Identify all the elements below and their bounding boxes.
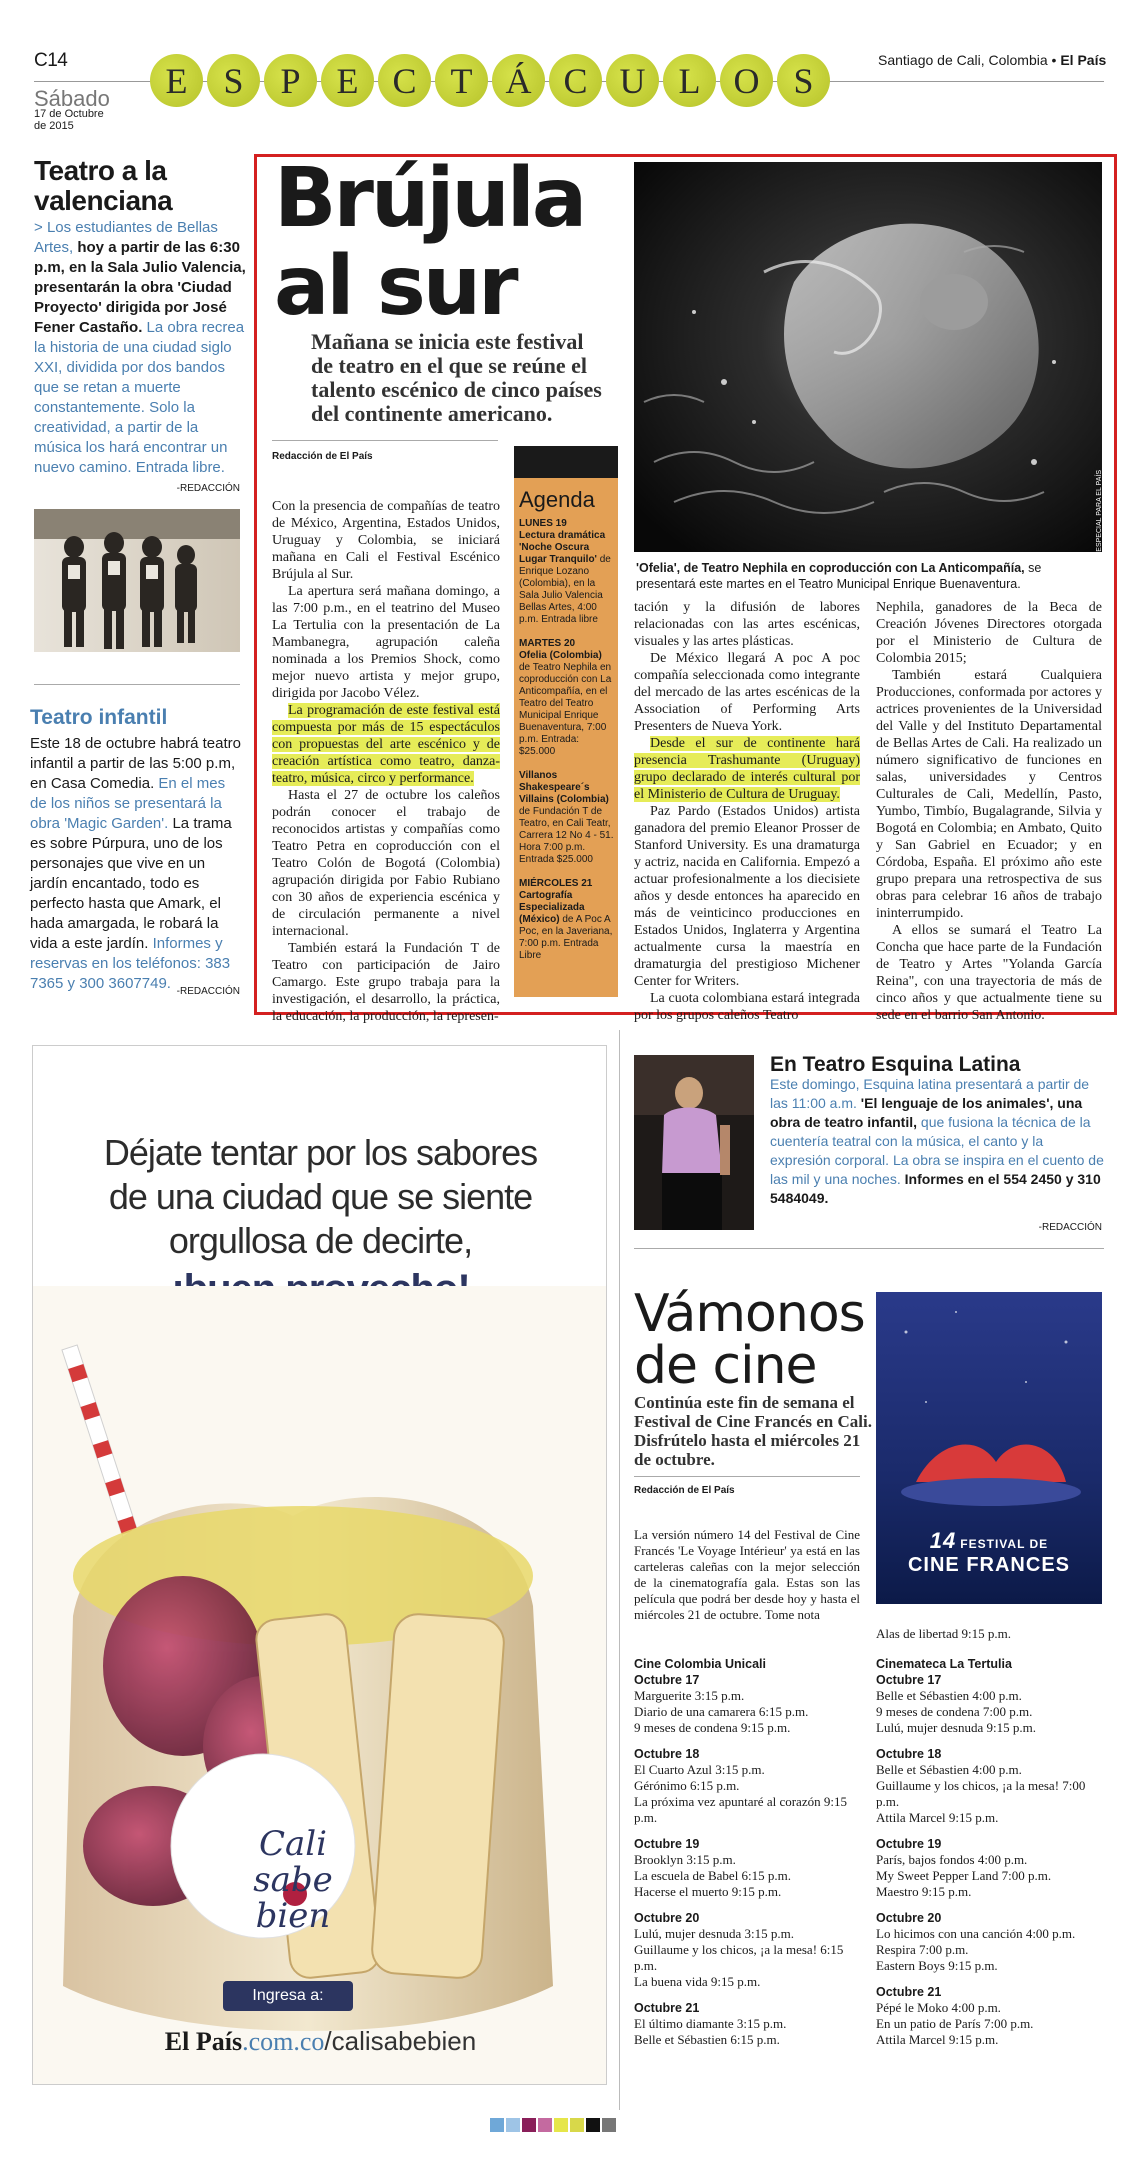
agenda-day: MARTES 20: [519, 638, 576, 649]
color-swatch: [570, 2118, 584, 2132]
schedule-day: Octubre 19: [634, 1837, 700, 1851]
schedule-film: Marguerite 3:15 p.m.: [634, 1688, 745, 1703]
schedule-day-group: [634, 1836, 860, 1900]
color-swatch: [554, 2118, 568, 2132]
article-highlight: La programación de este festival está compuesta por más de 15 espectáculos con propuestas del arte escénico y de creación artística como teatro, danza-teatro, música, circo y performance.: [272, 703, 500, 786]
section-title: [150, 54, 865, 110]
schedule-film: Diario de una camarera 6:15 p.m.: [634, 1704, 809, 1719]
byline-rule: [634, 1476, 860, 1477]
photo-credit: FOTO: ESPECIAL PARA EL PAÍS: [1096, 470, 1103, 575]
schedule-film: 9 meses de condena 9:15 p.m.: [634, 1720, 791, 1735]
color-swatch: [490, 2118, 504, 2132]
story2-text-d: Informes y reservas en los teléfonos: 383 7365 y 300 3607749.: [30, 935, 231, 992]
story2-text-c: La trama es sobre Púrpura, uno de los personajes que vive en un jardín encantado, todo es perfecto hasta que Amark, el hada amargada, le robará la vida a este jardín.: [30, 815, 232, 952]
ad-url[interactable]: [33, 2026, 607, 2057]
venue-name: Cine Colombia Unicali: [634, 1657, 766, 1671]
article-paragraph: Paz Pardo (Estados Unidos) artista ganadora del premio Eleanor Prosser de Stanford University. Es una dramaturga y actriz, nacida en California. Empezó a actuar profesionalmente a los diecisiete años y desde entonces ha aparecido en más de veinticinco producciones en Estados Unidos, Inglaterra y Argentina actualmente cursa la maestría en dramaturgia del prestigioso Michener Center for Writers.: [634, 804, 860, 989]
section-letter: T: [435, 54, 488, 107]
article-paragraph: Hasta el 27 de octubre los caleños podrán conocer el trabajo de reconocidos artistas y compañías como Teatro Petra en coproducción con el Teatro Colón de Bogotá (Colombia) agrupación dirigida por Fabio Rubiano con 30 años de experiencia escénica y de circulación permanente a nivel internacional.: [272, 788, 500, 939]
schedule-film: Belle et Sébastien 6:15 p.m.: [634, 2032, 780, 2047]
article-paragraph: Con la presencia de compañías de teatro de México, Argentina, Estados Unidos, Uruguay y Colombia, se iniciará mañana en Cali el Festival Escénico Brújula al Sur.: [272, 499, 500, 582]
schedule-film: Gérónimo 6:15 p.m.: [634, 1778, 740, 1793]
vamonos-alas: Alas de libertad 9:15 p.m.: [876, 1626, 1012, 1641]
agenda-item: [519, 878, 615, 962]
article-paragraph: También estará Cualquiera Producciones, conformada por actores y actrices provenientes de la Universidad del Valle y del Instituto Departamental de Bellas Artes de Cali. Ha realizado un número significativo de funciones en salas, universidades y Centros Culturales de Cali, Medellín, Pasto, Yumbo, Timbío, Bugalagrande, Silvia y Bogotá en Colombia; en Ambato, Quito y San Gabriel en Ecuador; y en Córdoba, España. El próximo año este grupo prepara una retrospectiva de sus obras para celebrar 16 años de trabajo ininterrumpido.: [876, 668, 1102, 921]
feature-photo: [634, 162, 1102, 552]
schedule-day: Octubre 18: [876, 1747, 942, 1761]
poster-title-line: FESTIVAL DE: [960, 1537, 1049, 1551]
esq-text-b: 'El lenguaje de los animales', una obra de teatro infantil,: [770, 1095, 1083, 1130]
schedule-day-group: [876, 1672, 1102, 1736]
section-letter: C: [549, 54, 602, 107]
ad-headline-line: Déjate tentar por los sabores: [103, 1132, 538, 1173]
header-day: Sábado: [34, 86, 110, 111]
color-swatch: [602, 2118, 616, 2132]
esq-text-a: Este domingo, Esquina latina presentará a partir de las 11:00 a.m.: [770, 1076, 1090, 1111]
schedule-day-group: [876, 1836, 1102, 1900]
schedule-film: Maestro 9:15 p.m.: [876, 1884, 972, 1899]
schedule-film: Pépé le Moko 4:00 p.m.: [876, 2000, 1001, 2015]
schedule-film: Attila Marcel 9:15 p.m.: [876, 1810, 999, 1825]
actors-photo: [34, 509, 240, 652]
color-swatch: [506, 2118, 520, 2132]
article-paragraph: También estará la Fundación T de Teatro con participación de Jairo Camargo. Este grupo trabaja para la investigación, el desarrollo, la práctica, la educación, la producción, la represen-: [272, 941, 500, 1024]
print-color-bar: [490, 2118, 616, 2132]
ad-badge: [203, 1826, 383, 1934]
story1-text-b: hoy a partir de las 6:30 p.m, en la Sala Julio Valencia, presentarán la obra 'Ciudad Proyecto' dirigida por José Fener Castaño.: [34, 239, 246, 336]
poster-number: 14: [929, 1528, 957, 1553]
schedule-film: Respira 7:00 p.m.: [876, 1942, 969, 1957]
story2-text-a: Este 18 de octubre habrá teatro infantil a partir de las 5:00 p.m, en Casa Comedia.: [30, 735, 241, 792]
schedule-day: Octubre 21: [876, 1985, 942, 1999]
schedule-film: Lulú, mujer desnuda 9:15 p.m.: [876, 1720, 1036, 1735]
agenda-detail: de Fundación T de Teatro, en Cali Teatr, Carrera 12 No 4 - 51. Hora 7:00 p.m. Entrada $25.000: [519, 806, 614, 865]
schedule-film: Eastern Boys 9:15 p.m.: [876, 1958, 998, 1973]
article-paragraph: La cuota colombiana estará integrada por los grupos caleños Teatro: [634, 991, 860, 1023]
teatro-esquina-title: En Teatro Esquina Latina: [770, 1053, 1021, 1076]
section-divider: [634, 1248, 1104, 1249]
schedule-film: La escuela de Babel 6:15 p.m.: [634, 1868, 792, 1883]
article-paragraph: A ellos se sumará el Teatro La Concha que hace parte de la Fundación de Teatro y Artes "Yolanda García Reina", con una trayectoria de más de cinco años y que actualmente tiene su sede en el barrio San Antonio.: [876, 923, 1102, 1023]
ad-url-brand: El País: [164, 2027, 243, 2056]
section-letter: Á: [492, 54, 545, 107]
schedule-day-group: [876, 1746, 1102, 1826]
agenda-event: Villanos Shakespeare´s Villains (Colombia): [519, 770, 609, 805]
section-letter: L: [663, 54, 716, 107]
schedule-film: El último diamante 3:15 p.m.: [634, 2016, 787, 2031]
ad-badge-line: Cali: [258, 1824, 328, 1864]
schedule-day: Octubre 18: [634, 1747, 700, 1761]
schedule-day: Octubre 17: [876, 1673, 942, 1687]
agenda-title: Agenda: [519, 487, 595, 512]
ad-headline-line: de una ciudad que se siente: [108, 1176, 533, 1217]
section-letter: C: [378, 54, 431, 107]
ad-cta[interactable]: Ingresa a:: [252, 1987, 324, 2004]
ad-url-domain: .com.co: [242, 2027, 325, 2056]
agenda-detail: de Teatro Nephila en coproducción con La Anticompañía, en el Teatro del Teatro Municipal Enrique Buenaventura, 7:00 p.m. Entrada: $25.000: [519, 662, 612, 757]
ad-dessert-illustration: [33, 1286, 607, 2085]
story-title-teatro-valenciana: Teatro a la valenciana: [34, 155, 173, 216]
ad-badge-line: sabe: [253, 1860, 333, 1900]
schedule-film: 9 meses de condena 7:00 p.m.: [876, 1704, 1033, 1719]
feature-subtitle: Mañana se inicia este festival de teatro en el que se reúne el talento escénico de cinco países del continente americano.: [311, 329, 602, 426]
schedule-film: Hacerse el muerto 9:15 p.m.: [634, 1884, 782, 1899]
section-letter: U: [606, 54, 659, 107]
schedule-tertulia: [876, 1656, 1102, 2058]
schedule-day: Octubre 17: [634, 1673, 700, 1687]
agenda-day: LUNES 19: [519, 518, 567, 529]
schedule-film: La buena vida 9:15 p.m.: [634, 1974, 761, 1989]
schedule-day-group: [634, 1910, 860, 1990]
article-highlight: Desde el sur de continente hará presencia Trashumante (Uruguay) grupo declarado de interés cultural por el Ministerio de Cultura de Uruguay.: [634, 736, 860, 802]
schedule-film: Belle et Sébastien 4:00 p.m.: [876, 1762, 1022, 1777]
schedule-film: Lulú, mujer desnuda 3:15 p.m.: [634, 1926, 794, 1941]
teatro-esquina-body: [770, 1075, 1104, 1208]
feature-caption: [636, 560, 1102, 592]
schedule-film: Belle et Sébastien 4:00 p.m.: [876, 1688, 1022, 1703]
advertisement[interactable]: [32, 1045, 607, 2085]
story-body-teatro-infantil: [30, 734, 244, 994]
agenda-detail: de Enrique Lozano (Colombia), en la Sala Julio Valencia Bellas Artes, 4:00 p.m. Entrada libre: [519, 554, 611, 625]
schedule-film: Lo hicimos con una canción 4:00 p.m.: [876, 1926, 1076, 1941]
color-swatch: [538, 2118, 552, 2132]
section-letter: S: [207, 54, 260, 107]
agenda-detail: de A Poc A Poc, en la Javeriana, 7:00 p.m. Entrada Libre: [519, 914, 613, 961]
vamonos-subtitle: Continúa este fin de semana el Festival de Cine Francés en Cali. Disfrútelo hasta el miércoles 21 de octubre.: [634, 1393, 872, 1469]
esq-text-d: Informes en el 554 2450 y 310 5484049.: [770, 1171, 1101, 1206]
article-paragraph: De México llegará A poc A poc compañía seleccionada como integrante del mercado de las artes escénicas de la Association of Performing Arts Presenters de Nueva York.: [634, 651, 860, 734]
article-paragraph: La apertura será mañana domingo, a las 7:00 p.m., en el teatrino del Museo La Tertulia con la presentación de La Mambanegra, agrupación caleña nominada a los Premios Shock, como mejor nuevo artista y mejor grupo, dirigida por Jacobo Vélez.: [272, 584, 500, 701]
article-column-3: [876, 599, 1102, 1024]
schedule-film: El Cuarto Azul 3:15 p.m.: [634, 1762, 765, 1777]
poster-title: [876, 1528, 1102, 1577]
story1-text-a: Los estudiantes de Bellas Artes,: [34, 219, 218, 256]
schedule-film: La próxima vez apuntaré al corazón 9:15 p.m.: [634, 1794, 847, 1825]
story-title-teatro-infantil: Teatro infantil: [30, 706, 168, 729]
agenda-header-bar: [514, 446, 618, 478]
ad-badge-line: bien: [255, 1896, 331, 1936]
ad-url-path: /calisabebien: [324, 2026, 477, 2056]
schedule-unicali: [634, 1656, 860, 2058]
article-paragraph: Nephila, ganadores de la Beca de Creación Jóvenes Directores otorgada por el Ministerio de Cultura de Colombia 2015;: [876, 600, 1102, 666]
agenda-event: Lectura dramática 'Noche Oscura Lugar Tranquilo': [519, 530, 606, 565]
caption-bold: 'Ofelia', de Teatro Nephila en coproducción con La Anticompañía,: [636, 561, 1025, 575]
schedule-film: Guillaume y los chicos, ¡a la mesa! 6:15 p.m.: [634, 1942, 844, 1973]
section-letter: S: [777, 54, 830, 107]
schedule-film: París, bajos fondos 4:00 p.m.: [876, 1852, 1028, 1867]
feature-title: Brújula al sur: [274, 151, 585, 334]
schedule-day-group: [634, 1746, 860, 1826]
venue-name: Cinemateca La Tertulia: [876, 1657, 1012, 1671]
color-swatch: [586, 2118, 600, 2132]
article-column-1: [272, 498, 500, 1025]
column-divider: [619, 1030, 620, 2110]
ad-headline: [33, 1131, 607, 1311]
article-column-2: [634, 599, 860, 1024]
agenda-item: [519, 518, 615, 626]
page-number: C14: [34, 50, 68, 71]
schedule-day-group: [634, 1672, 860, 1736]
section-letter: E: [150, 54, 203, 107]
schedule-day-group: [634, 2000, 860, 2048]
vamonos-intro: La versión número 14 del Festival de Cine Francés 'Le Voyage Intérieur' ya está en las carteleras caleñas con la mejor selección de la cinematografía gala. Estas son las película que podrá ber desde hoy y hasta el miércoles 21 de octubre. Tome nota: [634, 1527, 860, 1622]
left-divider: [34, 684, 240, 685]
paper-location-text: Santiago de Cali, Colombia •: [878, 52, 1057, 68]
schedule-day-group: [876, 1910, 1102, 1974]
teatro-esquina-photo: [634, 1055, 754, 1230]
schedule-film: My Sweet Pepper Land 7:00 p.m.: [876, 1868, 1052, 1883]
agenda-event: Ofelia (Colombia): [519, 650, 602, 661]
vamonos-title: Vámonos de cine: [634, 1284, 865, 1396]
article-paragraph: tación y la difusión de labores relacionadas con las artes escénicas, visuales y las artes plásticas.: [634, 600, 860, 649]
ad-headline-line: orgullosa de decirte,: [168, 1220, 473, 1261]
credit: -REDACCIÓN: [176, 986, 240, 997]
credit: -REDACCIÓN: [176, 483, 240, 494]
schedule-day: Octubre 21: [634, 2001, 700, 2015]
paper-location: [878, 52, 1106, 68]
byline: Redacción de El País: [272, 451, 373, 462]
schedule-film: Brooklyn 3:15 p.m.: [634, 1852, 736, 1867]
agenda-item: [519, 770, 615, 866]
story2-text-b: En el mes de los niños se presentará la obra 'Magic Garden'.: [30, 775, 226, 832]
byline-rule: [272, 440, 498, 441]
paper-name: El País: [1060, 52, 1107, 68]
schedule-film: En un patio de París 7:00 p.m.: [876, 2016, 1034, 2031]
agenda-item: [519, 638, 615, 758]
story1-text-c: La obra recrea la historia de una ciudad siglo XXI, dividida por dos bandos que se retan a muerte constantemente. Solo la creatividad, a partir de la música los hará encontrar un nuevo camino. Entrada libre.: [34, 319, 245, 476]
agenda-day: MIÉRCOLES 21: [519, 878, 593, 889]
agenda-list: [519, 518, 615, 974]
section-letter: E: [321, 54, 374, 107]
schedule-film: Guillaume y los chicos, ¡a la mesa! 7:00 p.m.: [876, 1778, 1086, 1809]
vamonos-byline: Redacción de El País: [634, 1485, 735, 1496]
schedule-day-group: [876, 1984, 1102, 2048]
schedule-day: Octubre 20: [876, 1911, 942, 1925]
poster-title-line: CINE FRANCES: [907, 1554, 1070, 1576]
section-letter: O: [720, 54, 773, 107]
story-body-teatro-valenciana: [34, 218, 246, 478]
credit: -REDACCIÓN: [1038, 1222, 1102, 1233]
esq-text-c: que fusiona la técnica de la cuentería teatral con la música, el canto y la expresión corporal. La obra se inspira en el cuento de las mil y una noches.: [770, 1114, 1104, 1187]
schedule-day: Octubre 20: [634, 1911, 700, 1925]
header-date: 17 de Octubre de 2015: [34, 108, 104, 132]
schedule-day: Octubre 19: [876, 1837, 942, 1851]
lead-marker: >: [34, 219, 43, 236]
color-swatch: [522, 2118, 536, 2132]
schedule-film: Attila Marcel 9:15 p.m.: [876, 2032, 999, 2047]
section-letter: P: [264, 54, 317, 107]
agenda-event: Cartografía Especializada (México): [519, 890, 585, 925]
caption-rest: se presentará este martes en el Teatro Municipal Enrique Buenaventura.: [636, 561, 1042, 591]
